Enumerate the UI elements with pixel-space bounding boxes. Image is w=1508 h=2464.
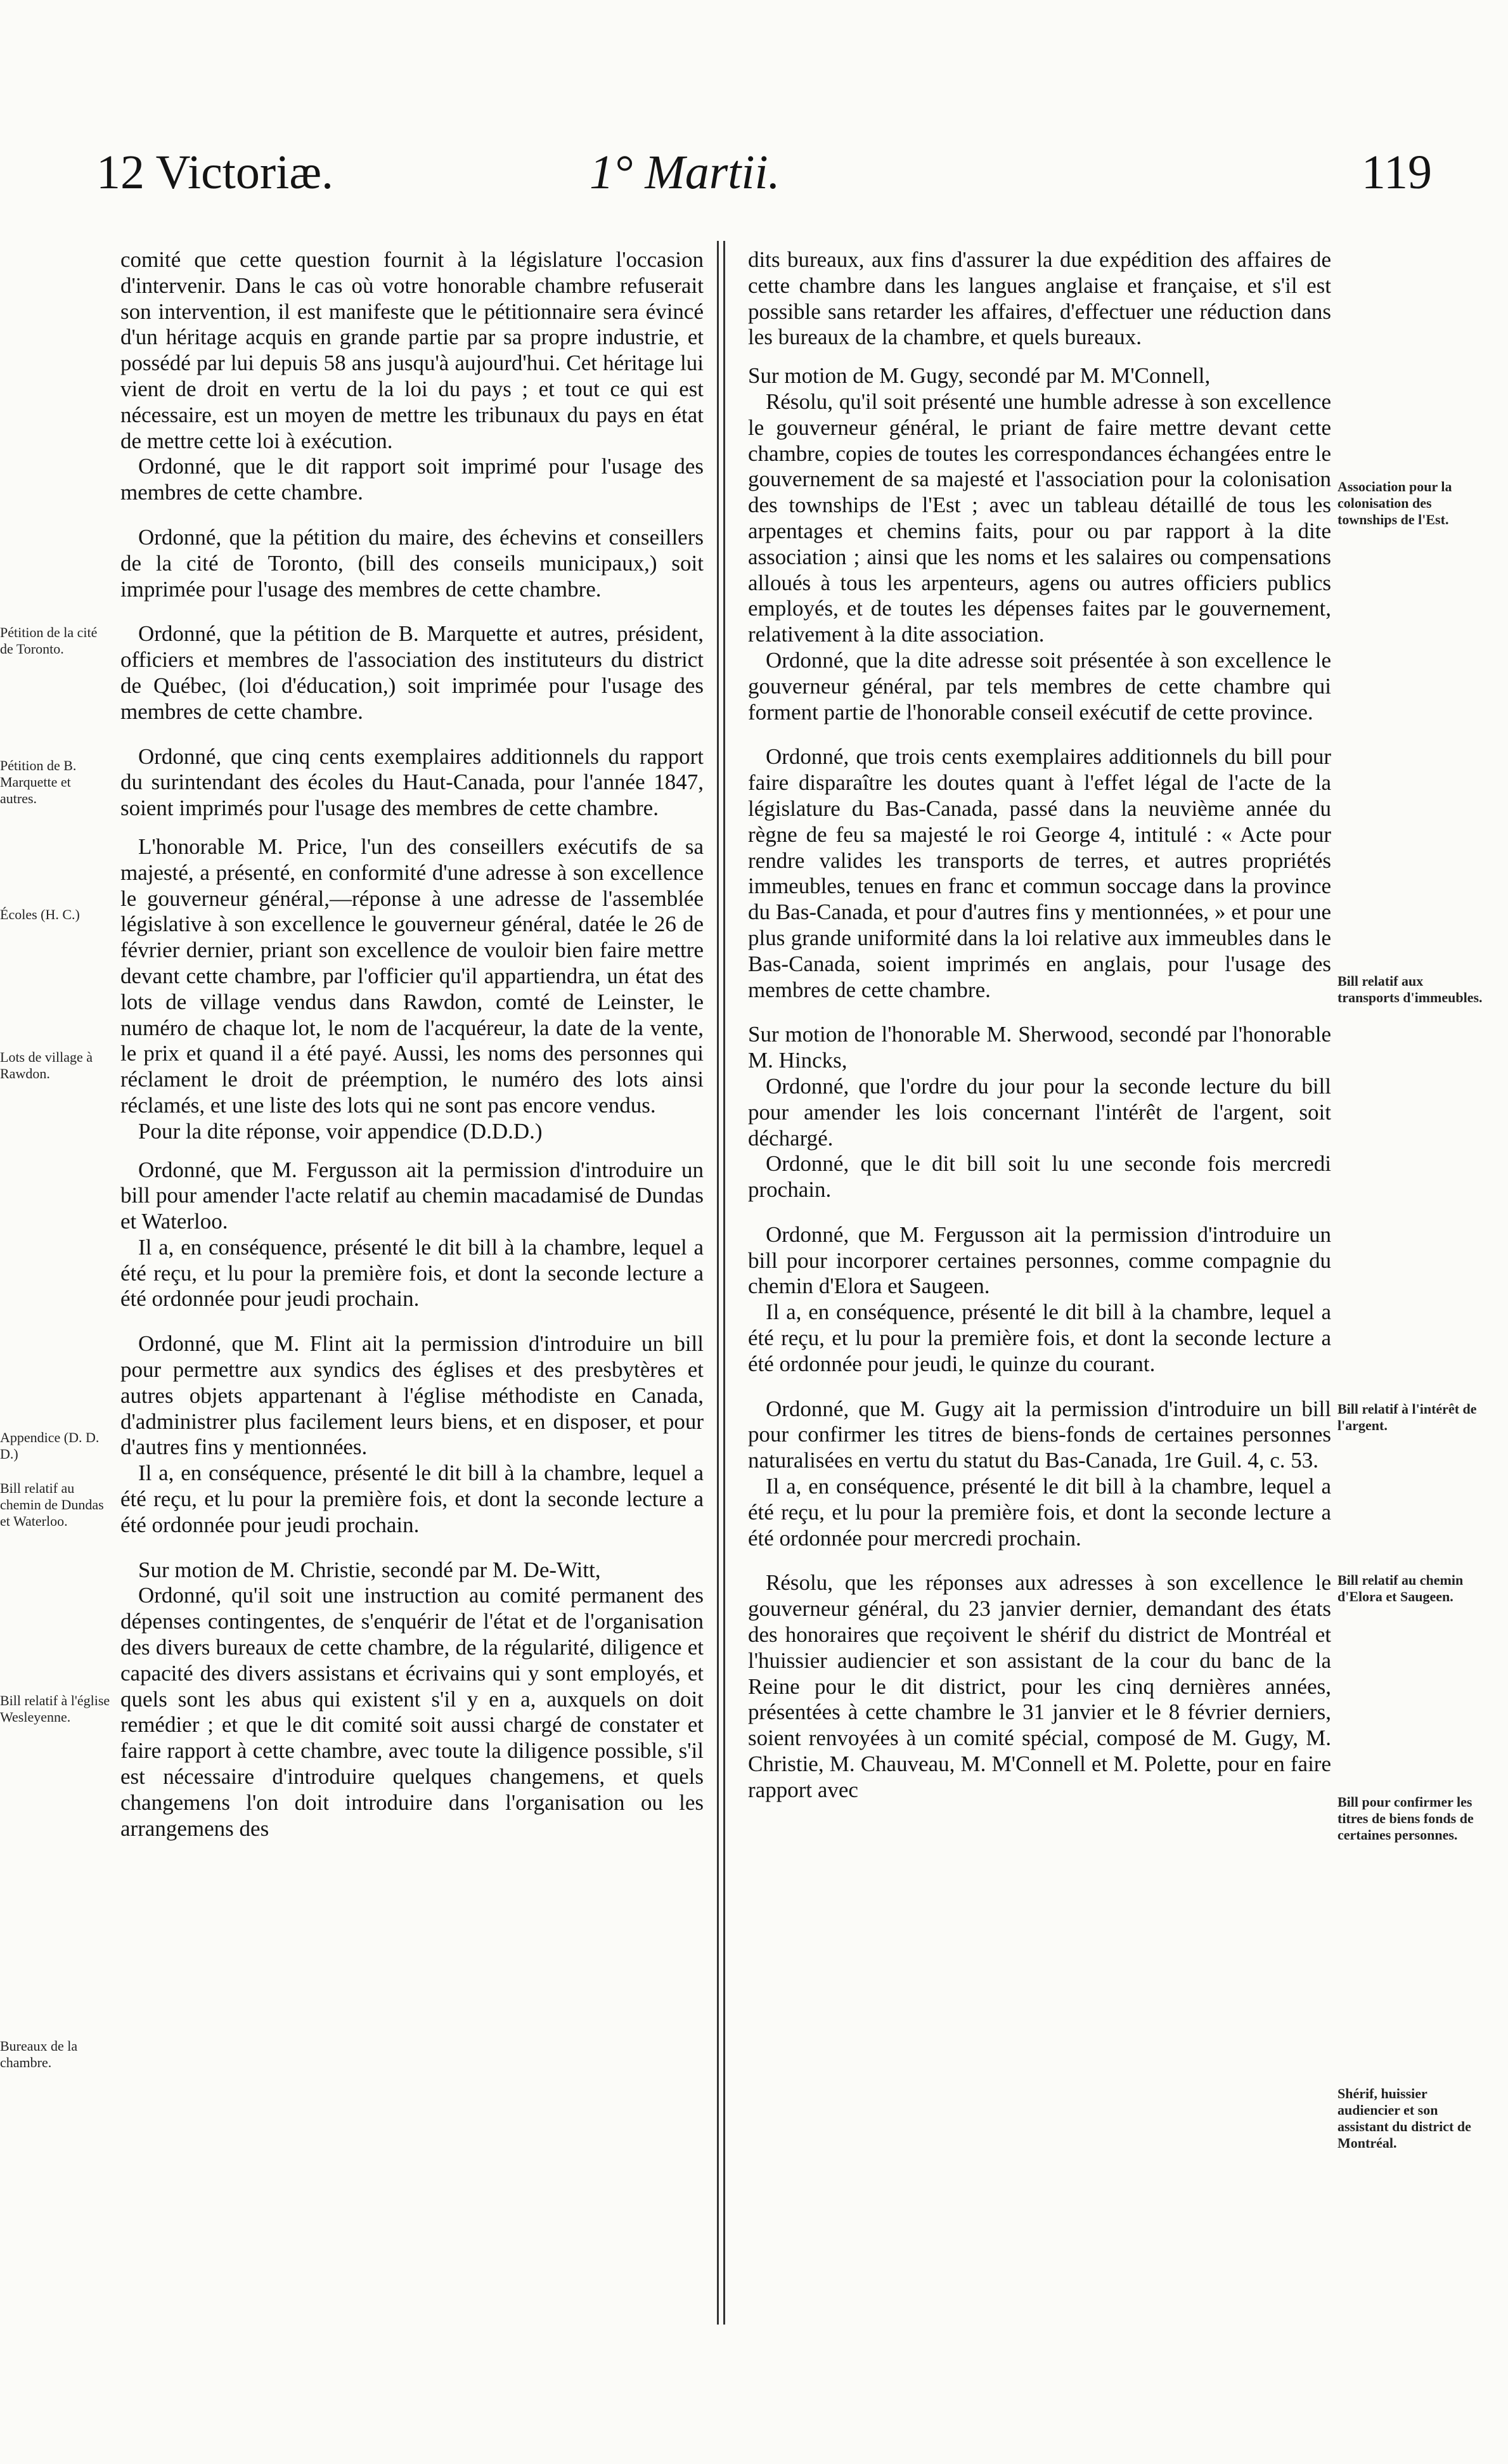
column-rule	[723, 241, 725, 2325]
margin-note: Bill relatif à l'intérêt de l'argent.	[1337, 1401, 1477, 1433]
paragraph: Ordonné, que M. Gugy ait la permission d'introduire un bill pour confirmer les titres de biens-fonds de certaines personnes naturalisées en vertu du statut du Bas-Canada, 1re Guil. 4, c. 53.	[748, 1396, 1331, 1473]
paragraph: Il a, en conséquence, présenté le dit bill à la chambre, lequel a été reçu, et lu pour la première fois, et dont la seconde lecture a été ordonnée pour mercredi prochain.	[748, 1474, 1331, 1551]
paragraph: Il a, en conséquence, présenté le dit bill à la chambre, lequel a été reçu, et lu pour la première fois, et dont la seconde lecture a été ordonnée pour jeudi prochain.	[120, 1461, 704, 1537]
paragraph: Sur motion de l'honorable M. Sherwood, secondé par l'honorable M. Hincks,	[748, 1022, 1331, 1073]
paragraph: Il a, en conséquence, présenté le dit bill à la chambre, lequel a été reçu, et lu pour la première fois, et dont la seconde lecture a été ordonnée pour jeudi prochain.	[120, 1234, 704, 1312]
margin-note: Pétition de la cité de Toronto.	[0, 624, 98, 657]
header-regnal-year: 12 Victoriæ.	[96, 146, 334, 199]
margin-note: Bill pour confirmer les titres de biens fonds de certaines personnes.	[1337, 1794, 1474, 1843]
paragraph: Ordonné, que l'ordre du jour pour la seconde lecture du bill pour amender les lois concernant l'intérêt de l'argent, soit déchargé.	[748, 1073, 1331, 1151]
running-head	[89, 141, 1432, 210]
paragraph: Ordonné, que M. Fergusson ait la permission d'introduire un bill pour incorporer certaines personnes, comme compagnie du chemin d'Elora et Saugeen.	[748, 1222, 1331, 1299]
paragraph: Ordonné, que le dit rapport soit imprimé pour l'usage des membres de cette chambre.	[120, 454, 704, 505]
left-column	[120, 247, 704, 1842]
paragraph: Ordonné, que la pétition de B. Marquette et autres, président, officiers et membres de l'association des instituteurs du district de Québec, (loi d'éducation,) soit imprimée pour l'usage des membres de cette chambre.	[120, 621, 704, 724]
margin-note: Bureaux de la chambre.	[0, 2038, 78, 2070]
paragraph: Pour la dite réponse, voir appendice (D.D.D.)	[138, 1118, 543, 1144]
paragraph: Ordonné, que cinq cents exemplaires additionnels du rapport du surintendant des écoles du Haut-Canada, pour l'année 1847, soient imprimés pour l'usage des membres de cette chambre.	[120, 744, 704, 821]
paragraph: Ordonné, que la dite adresse soit présentée à son excellence le gouverneur général, par tels membres de cette chambre qui forment partie de l'honorable conseil exécutif de cette province.	[748, 647, 1331, 725]
paragraph: L'honorable M. Price, l'un des conseillers exécutifs de sa majesté, a présenté, en conformité d'une adresse à son excellence le gouverneur général,—réponse à une adresse de l'assemblée législative à son excellence le gouverneur général, datée le 26 de février dernier, priant son excellence de vouloir bien faire mettre devant cette chambre, par l'officier qu'il appartiendra, un état des lots de village vendus dans Rawdon, comté de Leinster, le numéro de chaque lot, le nom de l'acquéreur, la date de la vente, le prix et quand il a été payé. Aussi, les noms des personnes qui réclament le droit de préemption, le numéro des lots ainsi réclamés, et une liste des lots qui ne sont pas encore vendus.	[120, 834, 704, 1118]
paragraph: Sur motion de M. Gugy, secondé par M. M'Connell,	[748, 363, 1211, 389]
header-date: 1° Martii.	[590, 146, 780, 199]
paragraph: Ordonné, que le dit bill soit lu une seconde fois mercredi prochain.	[748, 1151, 1331, 1203]
margin-note: Bill relatif au chemin de Dundas et Waterloo.	[0, 1480, 104, 1529]
margin-note: Bill relatif aux transports d'immeubles.	[1337, 973, 1483, 1005]
right-column	[748, 247, 1331, 1803]
margin-note: Bill relatif au chemin d'Elora et Saugeen.	[1337, 1572, 1464, 1604]
margin-note: Association pour la colonisation des townships de l'Est.	[1337, 479, 1452, 527]
paragraph: Ordonné, que M. Flint ait la permission d'introduire un bill pour permettre aux syndics des églises et des presbytères et autres objets appartenant à l'église méthodiste en Canada, d'administrer plus facilement leurs biens, et en disposer, et pour d'autres fins y mentionnées.	[120, 1331, 704, 1460]
column-rule	[717, 241, 719, 2325]
paragraph: Ordonné, que M. Fergusson ait la permission d'introduire un bill pour amender l'acte relatif au chemin macadamisé de Dundas et Waterloo.	[120, 1157, 704, 1234]
page-number: 119	[1361, 146, 1432, 199]
paragraph: comité que cette question fournit à la législature l'occasion d'intervenir. Dans le cas où votre honorable chambre refuserait son intervention, il est manifeste que le pétitionnaire sera évincé d'un héritage acquis en grande partie par sa propre industrie, et possédé par lui depuis 58 ans jusqu'à aujourd'hui. Cet héritage lui vient de droit en vertu de la loi du pays ; et tout ce qui est nécessaire, est un moyen de mettre les tribunaux du pays en état de mettre cette loi à exécution.	[120, 247, 704, 453]
paragraph: dits bureaux, aux fins d'assurer la due expédition des affaires de cette chambre dans les langues anglaise et française, et s'il est possible sans retarder les affaires, d'effectuer une réduction dans les bureaux de la chambre, et quels bureaux.	[748, 247, 1331, 350]
paragraph: Il a, en conséquence, présenté le dit bill à la chambre, lequel a été reçu, et lu pour la première fois, et dont la seconde lecture a été ordonnée pour jeudi, le quinze du courant.	[748, 1300, 1331, 1376]
paragraph: Sur motion de M. Christie, secondé par M. De-Witt,	[138, 1557, 601, 1582]
margin-note: Écoles (H. C.)	[0, 906, 80, 922]
margin-note: Shérif, huissier audiencier et son assistant du district de Montréal.	[1337, 2086, 1471, 2151]
margin-note: Pétition de B. Marquette et autres.	[0, 758, 77, 806]
margin-note: Lots de village à Rawdon.	[0, 1049, 93, 1081]
paragraph: Résolu, qu'il soit présenté une humble adresse à son excellence le gouverneur général, le priant de faire mettre devant cette chambre, copies de toutes les correspondances échangées entre le gouvernement de sa majesté et l'association pour la colonisation des townships de l'Est ; avec un tableau détaillé de tous les arpentages et chemins faits, pour ou par rapport à la dite association ; ainsi que les noms et les salaires ou compensations alloués à tous les arpenteurs, agens ou autres officiers publics employés, et de toutes les dépenses faites par le gouvernement, relativement à la dite association.	[748, 389, 1331, 647]
margin-note: Bill relatif à l'église Wesleyenne.	[0, 1693, 110, 1725]
paragraph: Résolu, que les réponses aux adresses à son excellence le gouverneur général, du 23 janvier dernier, demandant des états des honoraires que reçoivent le shérif du district de Montréal et l'huissier audiencier et son assistant de la cour du banc de la Reine pour le dit district, pour les cinq dernières années, présentées à cette chambre le 31 janvier et le 8 février derniers, soient renvoyées à un comité spécial, composé de M. Gugy, M. Christie, M. Chauveau, M. M'Connell et M. Polette, pour en faire rapport avec	[748, 1570, 1331, 1802]
margin-note: Appendice (D. D. D.)	[0, 1429, 100, 1462]
paragraph: Ordonné, que trois cents exemplaires additionnels du bill pour faire disparaître les doutes quant à l'effet légal de l'acte de la législature du Bas-Canada, passé dans la neuvième année du règne de feu sa majesté le roi George 4, intitulé : « Acte pour rendre valides les transports de terres, et autres propriétés immeubles, tenues en franc et commun soccage dans la province du Bas-Canada, et pour d'autres fins y mentionnées, » et pour une plus grande uniformité dans la loi relative aux immeubles dans le Bas-Canada, soient imprimés en anglais, pour l'usage des membres de cette chambre.	[748, 744, 1331, 1002]
paragraph: Ordonné, que la pétition du maire, des échevins et conseillers de la cité de Toronto, (bill des conseils municipaux,) soit imprimée pour l'usage des membres de cette chambre.	[120, 524, 704, 602]
paragraph: Ordonné, qu'il soit une instruction au comité permanent des dépenses contingentes, de s'enquérir de l'état et de l'organisation des divers bureaux de cette chambre, de la régularité, diligence et capacité des divers assistans et écrivains qui y sont employés, et quels sont les abus qui existent s'il y en a, auxquels on doit remédier ; et que le dit comité soit aussi chargé de constater et faire rapport à cette chambre, avec toute la diligence possible, s'il est nécessaire d'introduire quelques changemens, et quels changemens l'on doit introduire dans l'organisation ou les arrangemens des	[120, 1583, 704, 1841]
